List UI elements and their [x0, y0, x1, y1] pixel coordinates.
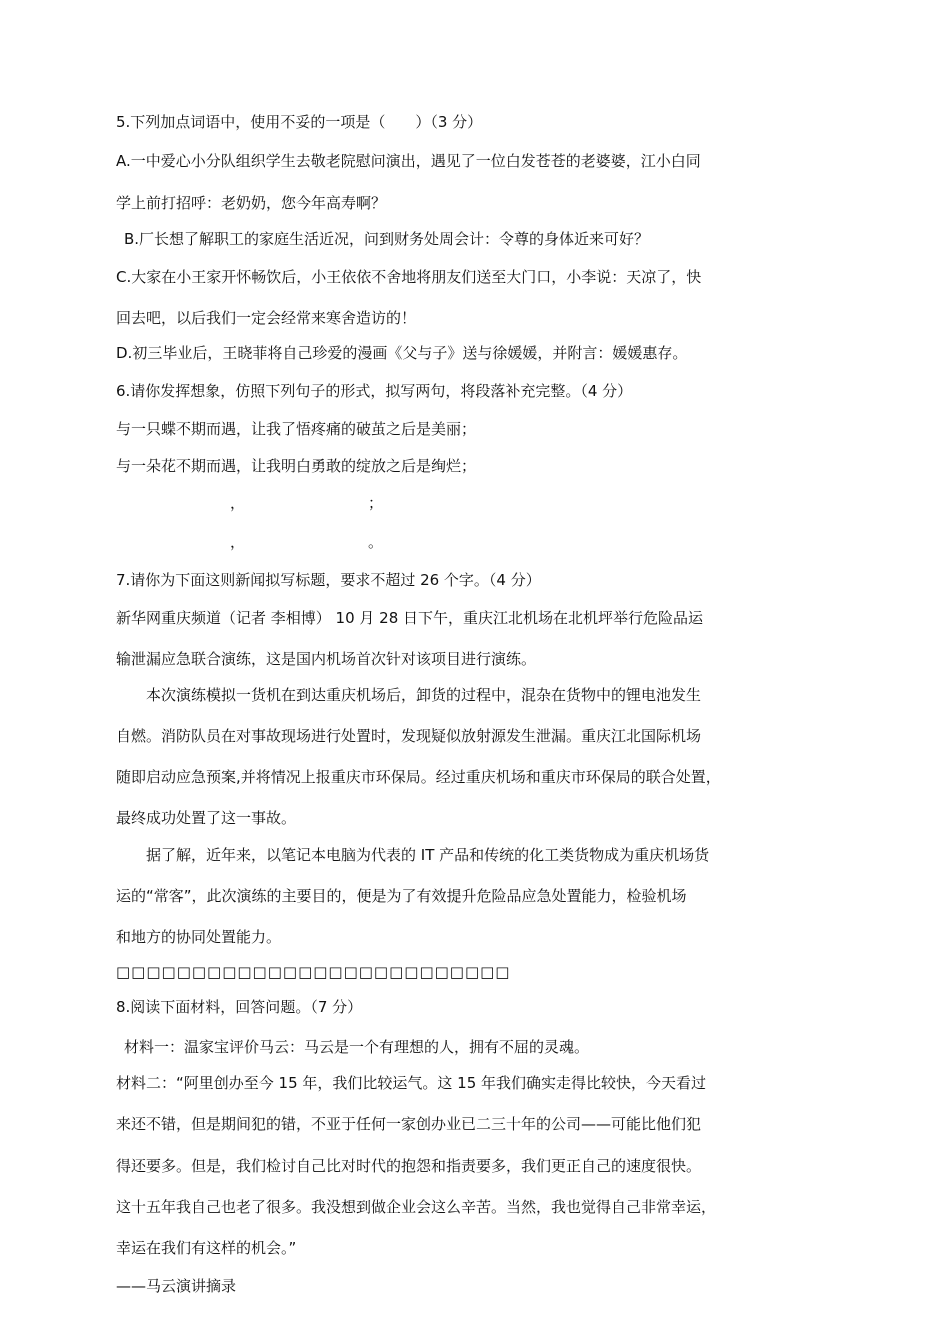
q6-blank-row-1 — [116, 493, 516, 513]
q6-example-1: 与一只蝶不期而遇，让我了悟疼痛的破茧之后是美丽； — [116, 420, 477, 438]
q6-blank2-comma: ， — [230, 533, 246, 551]
q8-material-2-line4: 这十五年我自己也老了很多。我没想到做企业会这么辛苦。当然，我也觉得自己非常幸运， — [116, 1198, 717, 1216]
q6-blank-row-2 — [116, 532, 516, 552]
q7-answer-boxes: □□□□□□□□□□□□□□□□□□□□□□□□□□ — [116, 963, 511, 981]
q5-option-a-line2: 学上前打招呼：老奶奶，您今年高寿啊？ — [116, 194, 387, 212]
q6-stem: 6.请你发挥想象，仿照下列句子的形式，拟写两句，将段落补充完整。（4 分） — [116, 382, 633, 400]
q8-material-2-line2: 来还不错，但是期间犯的错，不亚于任何一家创办业已二三十年的公司——可能比他们犯 — [116, 1115, 702, 1133]
q8-material-2-line5: 幸运在我们有这样的机会。” — [116, 1239, 297, 1257]
q8-source-attribution: ——马云演讲摘录 — [116, 1277, 237, 1295]
q7-news-p2-line3: 随即启动应急预案,并将情况上报重庆市环保局。经过重庆机场和重庆市环保局的联合处置， — [116, 768, 721, 786]
q7-news-p3-line2: 运的“常客”，此次演练的主要目的，便是为了有效提升危险品应急处置能力，检验机场 — [116, 887, 687, 905]
q7-news-p3-line1: 据了解，近年来，以笔记本电脑为代表的 IT 产品和传统的化工类货物成为重庆机场货 — [146, 846, 710, 864]
q8-material-2-line3: 得还要多。但是，我们检讨自己比对时代的抱怨和指责要多，我们更正自己的速度很快。 — [116, 1157, 702, 1175]
q7-news-p1-line1: 新华网重庆频道（记者 李相博） 10 月 28 日下午，重庆江北机场在北机坪举行危险品运 — [116, 609, 704, 627]
q5-option-d: D.初三毕业后，王晓菲将自己珍爱的漫画《父与子》送与徐媛媛，并附言：媛媛惠存。 — [116, 344, 688, 362]
q7-stem: 7.请你为下面这则新闻拟写标题，要求不超过 26 个字。（4 分） — [116, 571, 541, 589]
q8-material-1: 材料一：温家宝评价马云：马云是一个有理想的人，拥有不屈的灵魂。 — [124, 1038, 590, 1056]
q6-blank1-end: ； — [368, 494, 384, 512]
q6-blank1-comma: ， — [230, 494, 246, 512]
q5-option-c-line1: C.大家在小王家开怀畅饮后，小王依依不舍地将朋友们送至大门口，小李说：天凉了，快 — [116, 268, 702, 286]
q5-option-c-line2: 回去吧，以后我们一定会经常来寒舍造访的！ — [116, 309, 417, 327]
q7-news-p2-line4: 最终成功处置了这一事故。 — [116, 809, 297, 827]
q6-example-2: 与一朵花不期而遇，让我明白勇敢的绽放之后是绚烂； — [116, 457, 477, 475]
q5-option-a-line1: A.一中爱心小分队组织学生去敬老院慰问演出，遇见了一位白发苍苍的老婆婆，江小白同 — [116, 152, 701, 170]
q7-news-p2-line2: 自燃。消防队员在对事故现场进行处置时，发现疑似放射源发生泄漏。重庆江北国际机场 — [116, 727, 702, 745]
q7-news-p3-line3: 和地方的协同处置能力。 — [116, 928, 282, 946]
q8-stem: 8.阅读下面材料，回答问题。（7 分） — [116, 998, 363, 1016]
q7-news-p2-line1: 本次演练模拟一货机在到达重庆机场后，卸货的过程中，混杂在货物中的锂电池发生 — [146, 686, 702, 704]
q6-blank2-end: 。 — [368, 533, 384, 551]
q5-stem: 5.下列加点词语中，使用不妥的一项是（ ）（3 分） — [116, 113, 483, 131]
q5-option-b: B.厂长想了解职工的家庭生活近况，问到财务处周会计：令尊的身体近来可好？ — [124, 230, 650, 248]
q8-material-2-line1: 材料二：“阿里创办至今 15 年，我们比较运气。这 15 年我们确实走得比较快，今天看过 — [116, 1074, 707, 1092]
q7-news-p1-line2: 输泄漏应急联合演练，这是国内机场首次针对该项目进行演练。 — [116, 650, 537, 668]
